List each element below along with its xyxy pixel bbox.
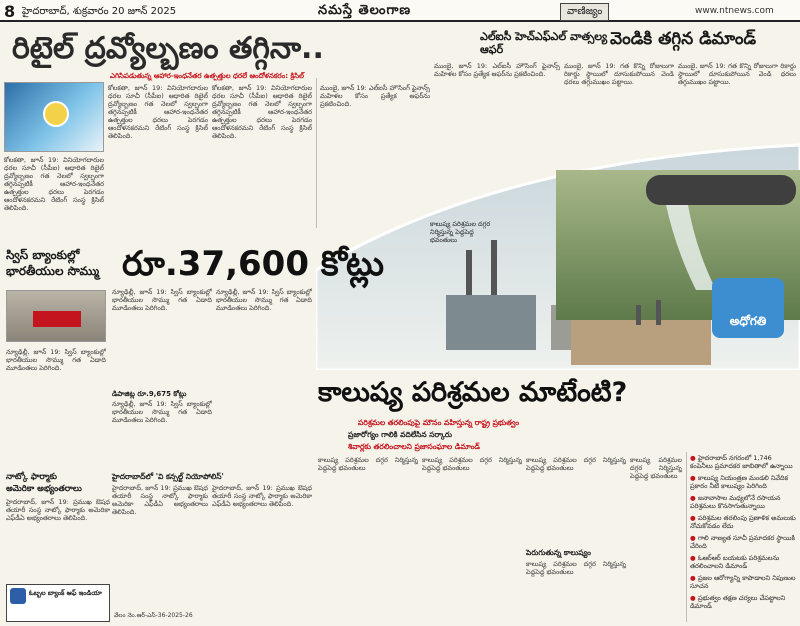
- lic-body-col1: ముంబై, జూన్ 19: ఎల్ఐసీ హౌసింగ్ ఫైనాన్స్ మహిళల కోసం ప్రత్యేక ఆఫర్‌ను ప్రకటించింది.: [320, 84, 430, 108]
- section-tag: వాణిజ్యం: [560, 3, 609, 21]
- bank-logo-icon: [10, 588, 26, 604]
- photo-caption: కాలుష్య పరిశ్రమల దగ్గర నిర్మిస్తున్న పెద్దపెద్ద భవంతులు: [430, 220, 491, 244]
- paper-name: నమస్తే తెలంగాణ: [318, 3, 412, 18]
- pollution-body-col5: కాలుష్య పరిశ్రమల దగ్గర నిర్మిస్తున్న పెద్దపెద్ద భవంతులు: [630, 456, 682, 480]
- natco-headline-2: అమెరికా అభ్యంతరాలు: [6, 484, 82, 494]
- natco-headline-1: నాట్కో ఫార్మాకు: [6, 472, 57, 482]
- bullet-item: ● ప్రభుత్వం తక్షణ చర్యలు చేపట్టాలని డిమాండ్: [690, 594, 786, 610]
- silver-headline: వెండికి తగ్గిన డిమాండ్: [610, 29, 757, 49]
- pollution-deck-1: పరిశ్రమల తరలింపుపై మౌనం వహిస్తున్న రాష్ట్ర ప్రభుత్వం: [358, 418, 520, 427]
- hyd-body-col1: హైదరాబాద్, జూన్ 19: ప్రముఖ ఔషధ తయారీ సంస్థ నాట్కో ఫార్మాకు అమెరికా ఎఫ్‌డీఏ అభ్యంతరాలు తెలిపింది.: [112, 484, 208, 516]
- retail-photo: [4, 82, 104, 152]
- swiss-kicker-1: స్విస్ బ్యాంకుల్లో: [6, 248, 80, 262]
- pollution-body-col2: కాలుష్య పరిశ్రమల దగ్గర నిర్మిస్తున్న పెద్దపెద్ద భవంతులు: [422, 456, 522, 472]
- hyd-body-col2: హైదరాబాద్, జూన్ 19: ప్రముఖ ఔషధ తయారీ సంస్థ నాట్కో ఫార్మాకు అమెరికా ఎఫ్‌డీఏ అభ్యంతరాలు తెలిపింది.: [212, 484, 312, 508]
- swiss-body-col4: న్యూఢిల్లీ, జూన్ 19: స్విస్ బ్యాంకుల్లో భారతీయుల సొమ్ము గత ఏడాది మూడింతలు పెరిగింది.: [216, 288, 312, 312]
- swiss-body-col2: న్యూఢిల్లీ, జూన్ 19: స్విస్ బ్యాంకుల్లో భారతీయుల సొమ్ము గత ఏడాది మూడింతలు పెరిగింది.: [112, 288, 212, 312]
- column-rule: [686, 452, 687, 622]
- website: www.ntnews.com: [695, 6, 774, 16]
- swiss-bank-photo: [6, 290, 106, 342]
- silver-body-col2: ముంబై, జూన్ 19: గత కొన్ని రోజులుగా రికార్డు స్థాయిలో దూసుకుపోయిన వెండి ధరలు తగ్గుముఖం పట్టాయి.: [678, 62, 796, 86]
- bullet-item: ● ఓఆర్ఆర్ బయటకు పరిశ్రమలను తరలించాలని డిమాండ్: [690, 554, 780, 570]
- ad-footer: వేలం నెం.ఆర్-ఎస్-36-2025-26: [114, 612, 193, 619]
- silver-body-col1: ముంబై, జూన్ 19: గత కొన్ని రోజులుగా రికార్డు స్థాయిలో దూసుకుపోయిన వెండి ధరలు తగ్గుముఖం పట్టాయి.: [564, 62, 674, 86]
- retail-headline: రిటైల్ ద్రవ్యోల్బణం తగ్గినా..: [12, 31, 324, 66]
- pollution-deck-2: ప్రజారోగ్యం గాలికి వదిలేసిన సర్కారు: [348, 430, 452, 439]
- bullet-item: ● గాలి నాణ్యత సూచీ ప్రమాదకర స్థాయికి చేరింది: [690, 534, 795, 550]
- bank-ad: [6, 584, 110, 622]
- pollution-section-heading: పెరుగుతున్న కాలుష్యం: [526, 548, 591, 557]
- bullet-list: [690, 454, 796, 624]
- swiss-body-col1: న్యూఢిల్లీ, జూన్ 19: స్విస్ బ్యాంకుల్లో భారతీయుల సొమ్ము గత ఏడాది మూడింతలు పెరిగింది.: [6, 348, 106, 372]
- pollution-deck-3: శివార్లకు తరలించాలని ప్రజాసంఘాల డిమాండ్: [348, 442, 480, 451]
- swiss-subhead: డిపాజిట్ల రూ.9,675 కోట్లు: [112, 390, 187, 398]
- pollution-body-col4: కాలుష్య పరిశ్రమల దగ్గర నిర్మిస్తున్న పెద్దపెద్ద భవంతులు: [526, 560, 626, 576]
- retail-body-col1: కోలకతా, జూన్ 19: వినియోగదారుల ధరల సూచీ (సీపీఐ) ఆధారిత రిటైల్ ద్రవ్యోల్బణం గత నెలలో స్వల్పంగా తగ్గినప్పటికీ ఆహార-ఇంధనేతర ఉత్పత్తుల ధరలు పెరగడం ఆందోళనకరమని రేటింగ్ సంస్థ క్రిసిల్ తెలిపింది.: [4, 156, 104, 212]
- bullet-item: ● జనావాసాల మధ్యలోనే రసాయన పరిశ్రమలు కొనసాగుతున్నాయి: [690, 494, 781, 510]
- hyd-subhead: హైదరాబాద్‌లో 'వి కన్సల్ట్ నియోపోలిస్': [112, 472, 224, 481]
- retail-body-col3: కోలకతా, జూన్ 19: వినియోగదారుల ధరల సూచీ (సీపీఐ) ఆధారిత రిటైల్ ద్రవ్యోల్బణం గత నెలలో స్వల్పంగా తగ్గినప్పటికీ ఆహార-ఇంధనేతర ఉత్పత్తుల ధరలు పెరగడం ఆందోళనకరమని రేటింగ్ సంస్థ క్రిసిల్ తెలిపింది.: [212, 84, 312, 140]
- dateline: హైదరాబాద్, శుక్రవారం 20 జూన్ 2025: [22, 6, 177, 17]
- retail-body-col2: కోలకతా, జూన్ 19: వినియోగదారుల ధరల సూచీ (సీపీఐ) ఆధారిత రిటైల్ ద్రవ్యోల్బణం గత నెలలో స్వల్పంగా తగ్గినప్పటికీ ఆహార-ఇంధనేతర ఉత్పత్తుల ధరలు పెరగడం ఆందోళనకరమని రేటింగ్ సంస్థ క్రిసిల్ తెలిపింది.: [108, 84, 208, 140]
- coin-icon: [43, 101, 69, 127]
- swiss-headline: రూ.37,600 కోట్లు: [122, 244, 385, 284]
- bullet-item: ● హైదరాబాద్ నగరంలో 1,746 కంపెనీలు ప్రమాదకర జాబితాలో ఉన్నాయి: [690, 454, 793, 470]
- page-number: 8: [4, 2, 16, 21]
- pollution-body-col3: కాలుష్య పరిశ్రమల దగ్గర నిర్మిస్తున్న పెద్దపెద్ద భవంతులు: [526, 456, 626, 472]
- lic-headline: ఎల్ఐసీ హెచ్ఎఫ్ఎల్ వాత్సల్య ఆఫర్: [480, 30, 608, 56]
- pollution-body-col1: కాలుష్య పరిశ్రమల దగ్గర నిర్మిస్తున్న పెద్దపెద్ద భవంతులు: [318, 456, 418, 472]
- swiss-flag-icon: [33, 311, 81, 327]
- pollution-headline: కాలుష్య పరిశ్రమల మాటేంటి?: [318, 377, 628, 408]
- retail-kicker: ఎగిసిపడుతున్న ఆహార-ఇంధనేతర ఉత్పత్తుల ధరలే ఆందోళనకరం: క్రిసిల్: [110, 72, 304, 80]
- swiss-kicker-2: భారతీయుల సొమ్ము: [6, 264, 100, 278]
- side-logo: అధోగతి: [712, 278, 784, 338]
- bullet-item: ● కాలుష్య నియంత్రణ మండలి నివేదిక ప్రకారం నీటి కాలుష్యం పెరిగింది: [690, 474, 789, 490]
- natco-body: హైదరాబాద్, జూన్ 19: ప్రముఖ ఔషధ తయారీ సంస్థ నాట్కో ఫార్మాకు అమెరికా ఎఫ్‌డీఏ అభ్యంతరాలు తెలిపింది.: [6, 498, 110, 522]
- swiss-body-col3: న్యూఢిల్లీ, జూన్ 19: స్విస్ బ్యాంకుల్లో భారతీయుల సొమ్ము గత ఏడాది మూడింతలు పెరిగింది.: [112, 400, 212, 424]
- bank-ad-title: ఓబ్బల బ్యాంక్ ఆఫ్ ఇండియా: [29, 589, 102, 597]
- bullet-item: ● ప్రజల ఆరోగ్యాన్ని కాపాడాలని నిపుణుల సూచన: [690, 574, 796, 590]
- bullet-item: ● పరిశ్రమల తరలింపు ప్రణాళిక అమలుకు నోచుకోవడం లేదు: [690, 514, 796, 530]
- lic-body-col2: ముంబై, జూన్ 19: ఎల్ఐసీ హౌసింగ్ ఫైనాన్స్ మహిళల కోసం ప్రత్యేక ఆఫర్‌ను ప్రకటించింది.: [434, 62, 560, 78]
